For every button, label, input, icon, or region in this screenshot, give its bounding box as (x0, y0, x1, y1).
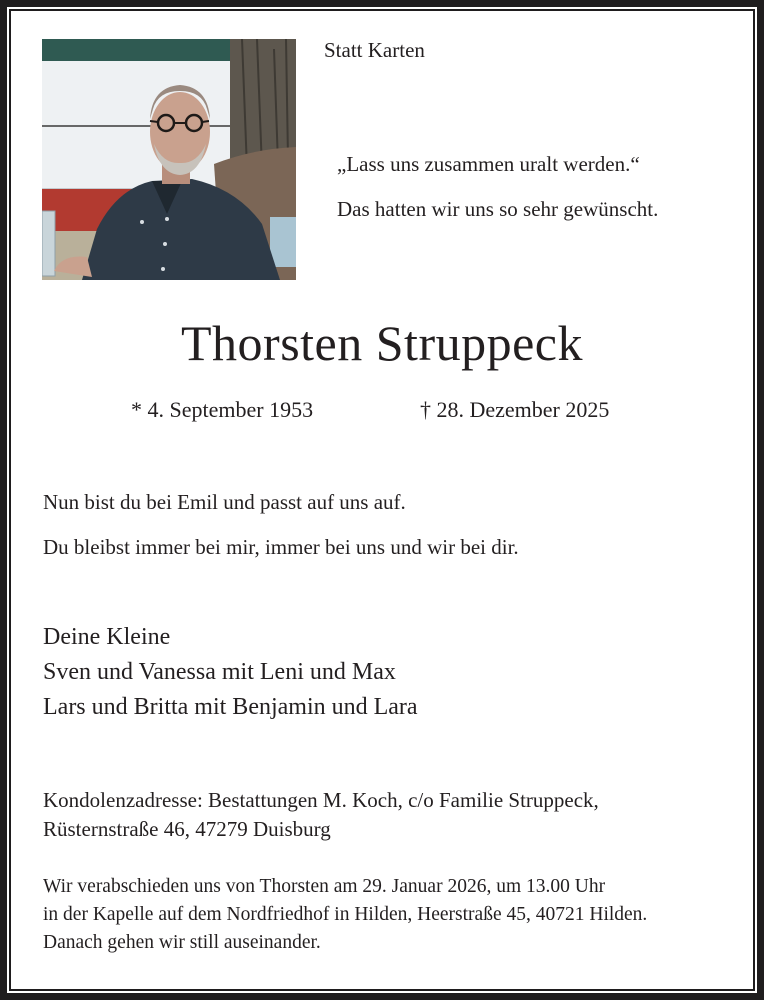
farewell-line-2: in der Kapelle auf dem Nordfriedhof in Hilden, Heerstraße 45, 40721 Hilden. (43, 904, 648, 925)
statt-karten-label: Statt Karten (324, 38, 425, 62)
death-date-text: 28. Dezember 2025 (436, 397, 610, 422)
death-date (420, 397, 609, 423)
farewell-line-1: Wir verabschieden uns von Thorsten am 29. Januar 2026, um 13.00 Uhr (43, 876, 606, 897)
quote-text: „Lass uns zusammen uralt werden.“ (337, 152, 640, 176)
quote-followup: Das hatten wir uns so sehr gewünscht. (337, 197, 659, 221)
condolence-address-line-1: Kondolenzadresse: Bestattungen M. Koch, c/o Familie Struppeck, (43, 788, 599, 812)
condolence-address-line-2: Rüsternstraße 46, 47279 Duisburg (43, 817, 331, 841)
farewell-line-3: Danach gehen wir still auseinander. (43, 932, 321, 953)
message-line-2: Du bleibst immer bei mir, immer bei uns und wir bei dir. (43, 535, 519, 559)
cross-icon: † (420, 397, 431, 422)
birth-date: * 4. September 1953 (131, 397, 314, 422)
message-line-1: Nun bist du bei Emil und passt auf uns auf. (43, 490, 406, 514)
family-line: Sven und Vanessa mit Leni und Max (43, 659, 396, 685)
deceased-name: Thorsten Struppeck (181, 315, 583, 371)
family-line: Deine Kleine (43, 624, 171, 650)
family-line: Lars und Britta mit Benjamin und Lara (43, 694, 418, 720)
portrait-photo (42, 39, 296, 280)
